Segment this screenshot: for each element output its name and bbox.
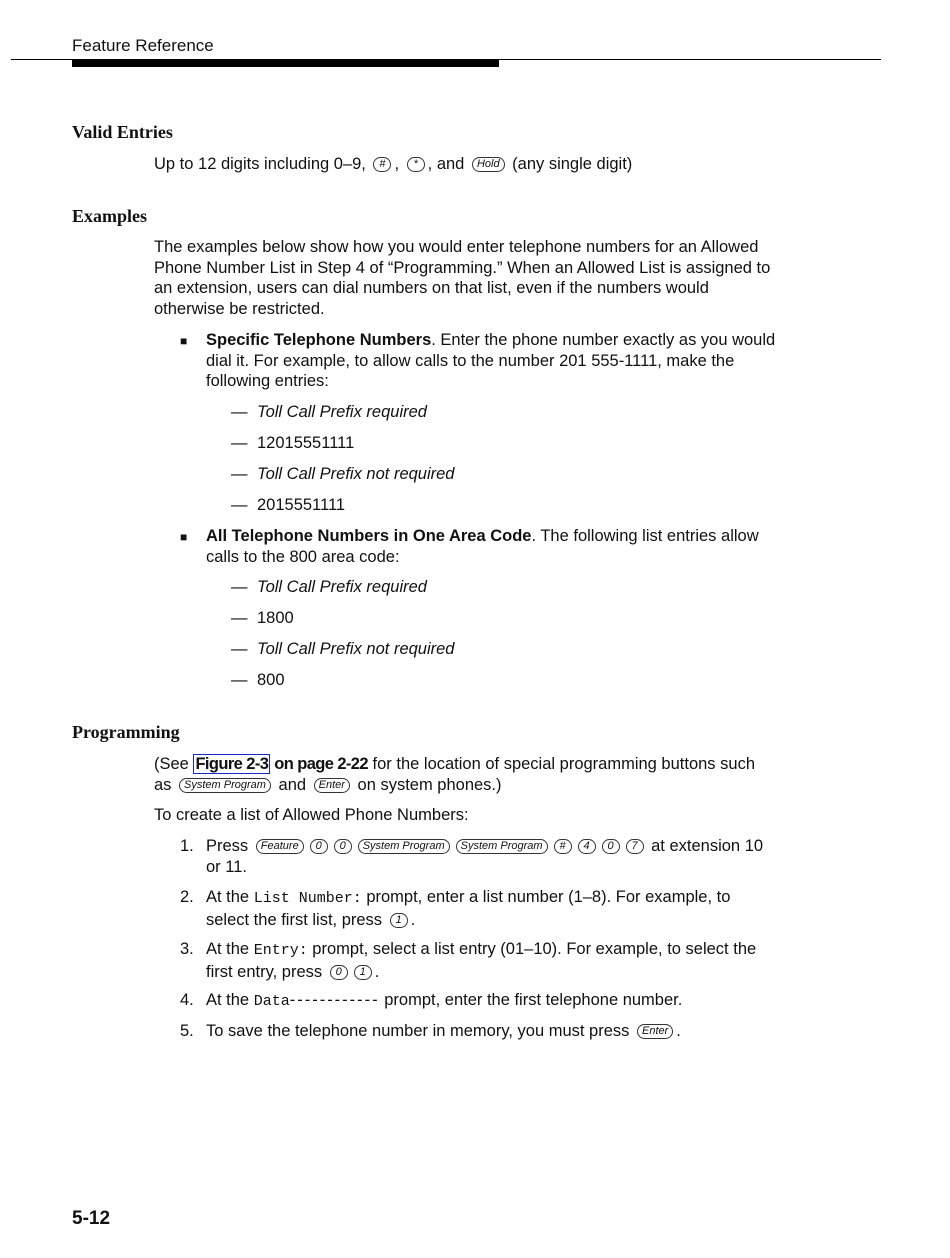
bullet-specific-numbers: Specific Telephone Numbers. Enter the phone number exactly as you would dial it. For example, to allow calls to the number 201 555-1111, make the following entries:: [206, 331, 776, 391]
step-number: 5.: [180, 1022, 194, 1040]
hash-key: #: [373, 157, 391, 172]
examples-intro: The examples below show how you would enter telephone numbers for an Allowed Phone Number List in Step 4 of “Programming.” When an Allowed List is assigned to an extension, users can dial numbers on that list, even if the numbers would otherwise be restricted.: [154, 238, 771, 318]
step-number: 1.: [180, 837, 194, 855]
digit-key: 4: [578, 839, 596, 854]
hold-key: Hold: [472, 157, 505, 172]
step-3: At the Entry: prompt, select a list entry (01–10). For example, to select the first entry, press 0 1 .: [206, 940, 757, 981]
digit-key: 7: [626, 839, 644, 854]
system-program-key: System Program: [358, 839, 450, 854]
step-4: At the Data------------ prompt, enter the first telephone number.: [206, 991, 683, 1010]
step-number: 2.: [180, 888, 194, 906]
list-item: — 1800: [231, 609, 294, 627]
step-5: To save the telephone number in memory, you must press Enter .: [206, 1022, 681, 1040]
step-2: At the List Number: prompt, enter a list number (1–8). For example, to select the first list, press 1 .: [206, 888, 731, 929]
heading-examples: Examples: [72, 206, 148, 226]
digit-key: 1: [354, 965, 372, 980]
header-bar: [72, 60, 499, 67]
bullet-square-icon: ■: [180, 334, 188, 348]
digit-key: 0: [334, 839, 352, 854]
bullet-square-icon: ■: [180, 530, 188, 544]
heading-valid-entries: Valid Entries: [72, 122, 173, 142]
page-number: 5-12: [72, 1208, 111, 1229]
step-1: Press Feature 0 0 System Program System Program # 4 0 7 at extension 10 or 11.: [206, 837, 764, 876]
running-header: Feature Reference: [72, 36, 214, 55]
step-number: 4.: [180, 991, 194, 1009]
prompt-code: Data: [253, 993, 290, 1010]
step-number: 3.: [180, 940, 194, 958]
list-item: — 800: [231, 671, 285, 689]
prompt-code: List Number:: [253, 890, 362, 907]
valid-entries-text: Up to 12 digits including 0–9, # , * , and Hold (any single digit): [154, 155, 633, 173]
figure-link[interactable]: Figure 2-3 on page 2-22: [195, 755, 368, 773]
system-program-key: System Program: [456, 839, 548, 854]
system-program-key: System Program: [179, 778, 271, 793]
prompt-code: Entry:: [253, 942, 308, 959]
feature-key: Feature: [256, 839, 304, 854]
hash-key: #: [554, 839, 572, 854]
heading-programming: Programming: [72, 722, 180, 742]
digit-key: 0: [310, 839, 328, 854]
digit-key: 0: [602, 839, 620, 854]
digit-key: 0: [330, 965, 348, 980]
list-item: — Toll Call Prefix required: [231, 578, 427, 596]
list-item: — 2015551111: [231, 496, 346, 514]
programming-list-intro: To create a list of Allowed Phone Numbers:: [154, 806, 469, 824]
enter-key: Enter: [314, 778, 350, 793]
list-item: — Toll Call Prefix not required: [231, 640, 455, 658]
digit-key: 1: [390, 913, 408, 928]
list-item: — 12015551111: [231, 434, 355, 452]
list-item: — Toll Call Prefix not required: [231, 465, 455, 483]
list-item: — Toll Call Prefix required: [231, 403, 427, 421]
enter-key: Enter: [637, 1024, 673, 1039]
bullet-area-code: All Telephone Numbers in One Area Code. The following list entries allow calls to the 800 area code:: [206, 527, 759, 566]
prompt-dashes: ------------: [289, 991, 380, 1009]
programming-see-note: (See Figure 2-3 on page 2-22 for the location of special programming buttons such as System Program and Enter on system phones.): [154, 755, 755, 794]
star-key: *: [407, 157, 425, 172]
